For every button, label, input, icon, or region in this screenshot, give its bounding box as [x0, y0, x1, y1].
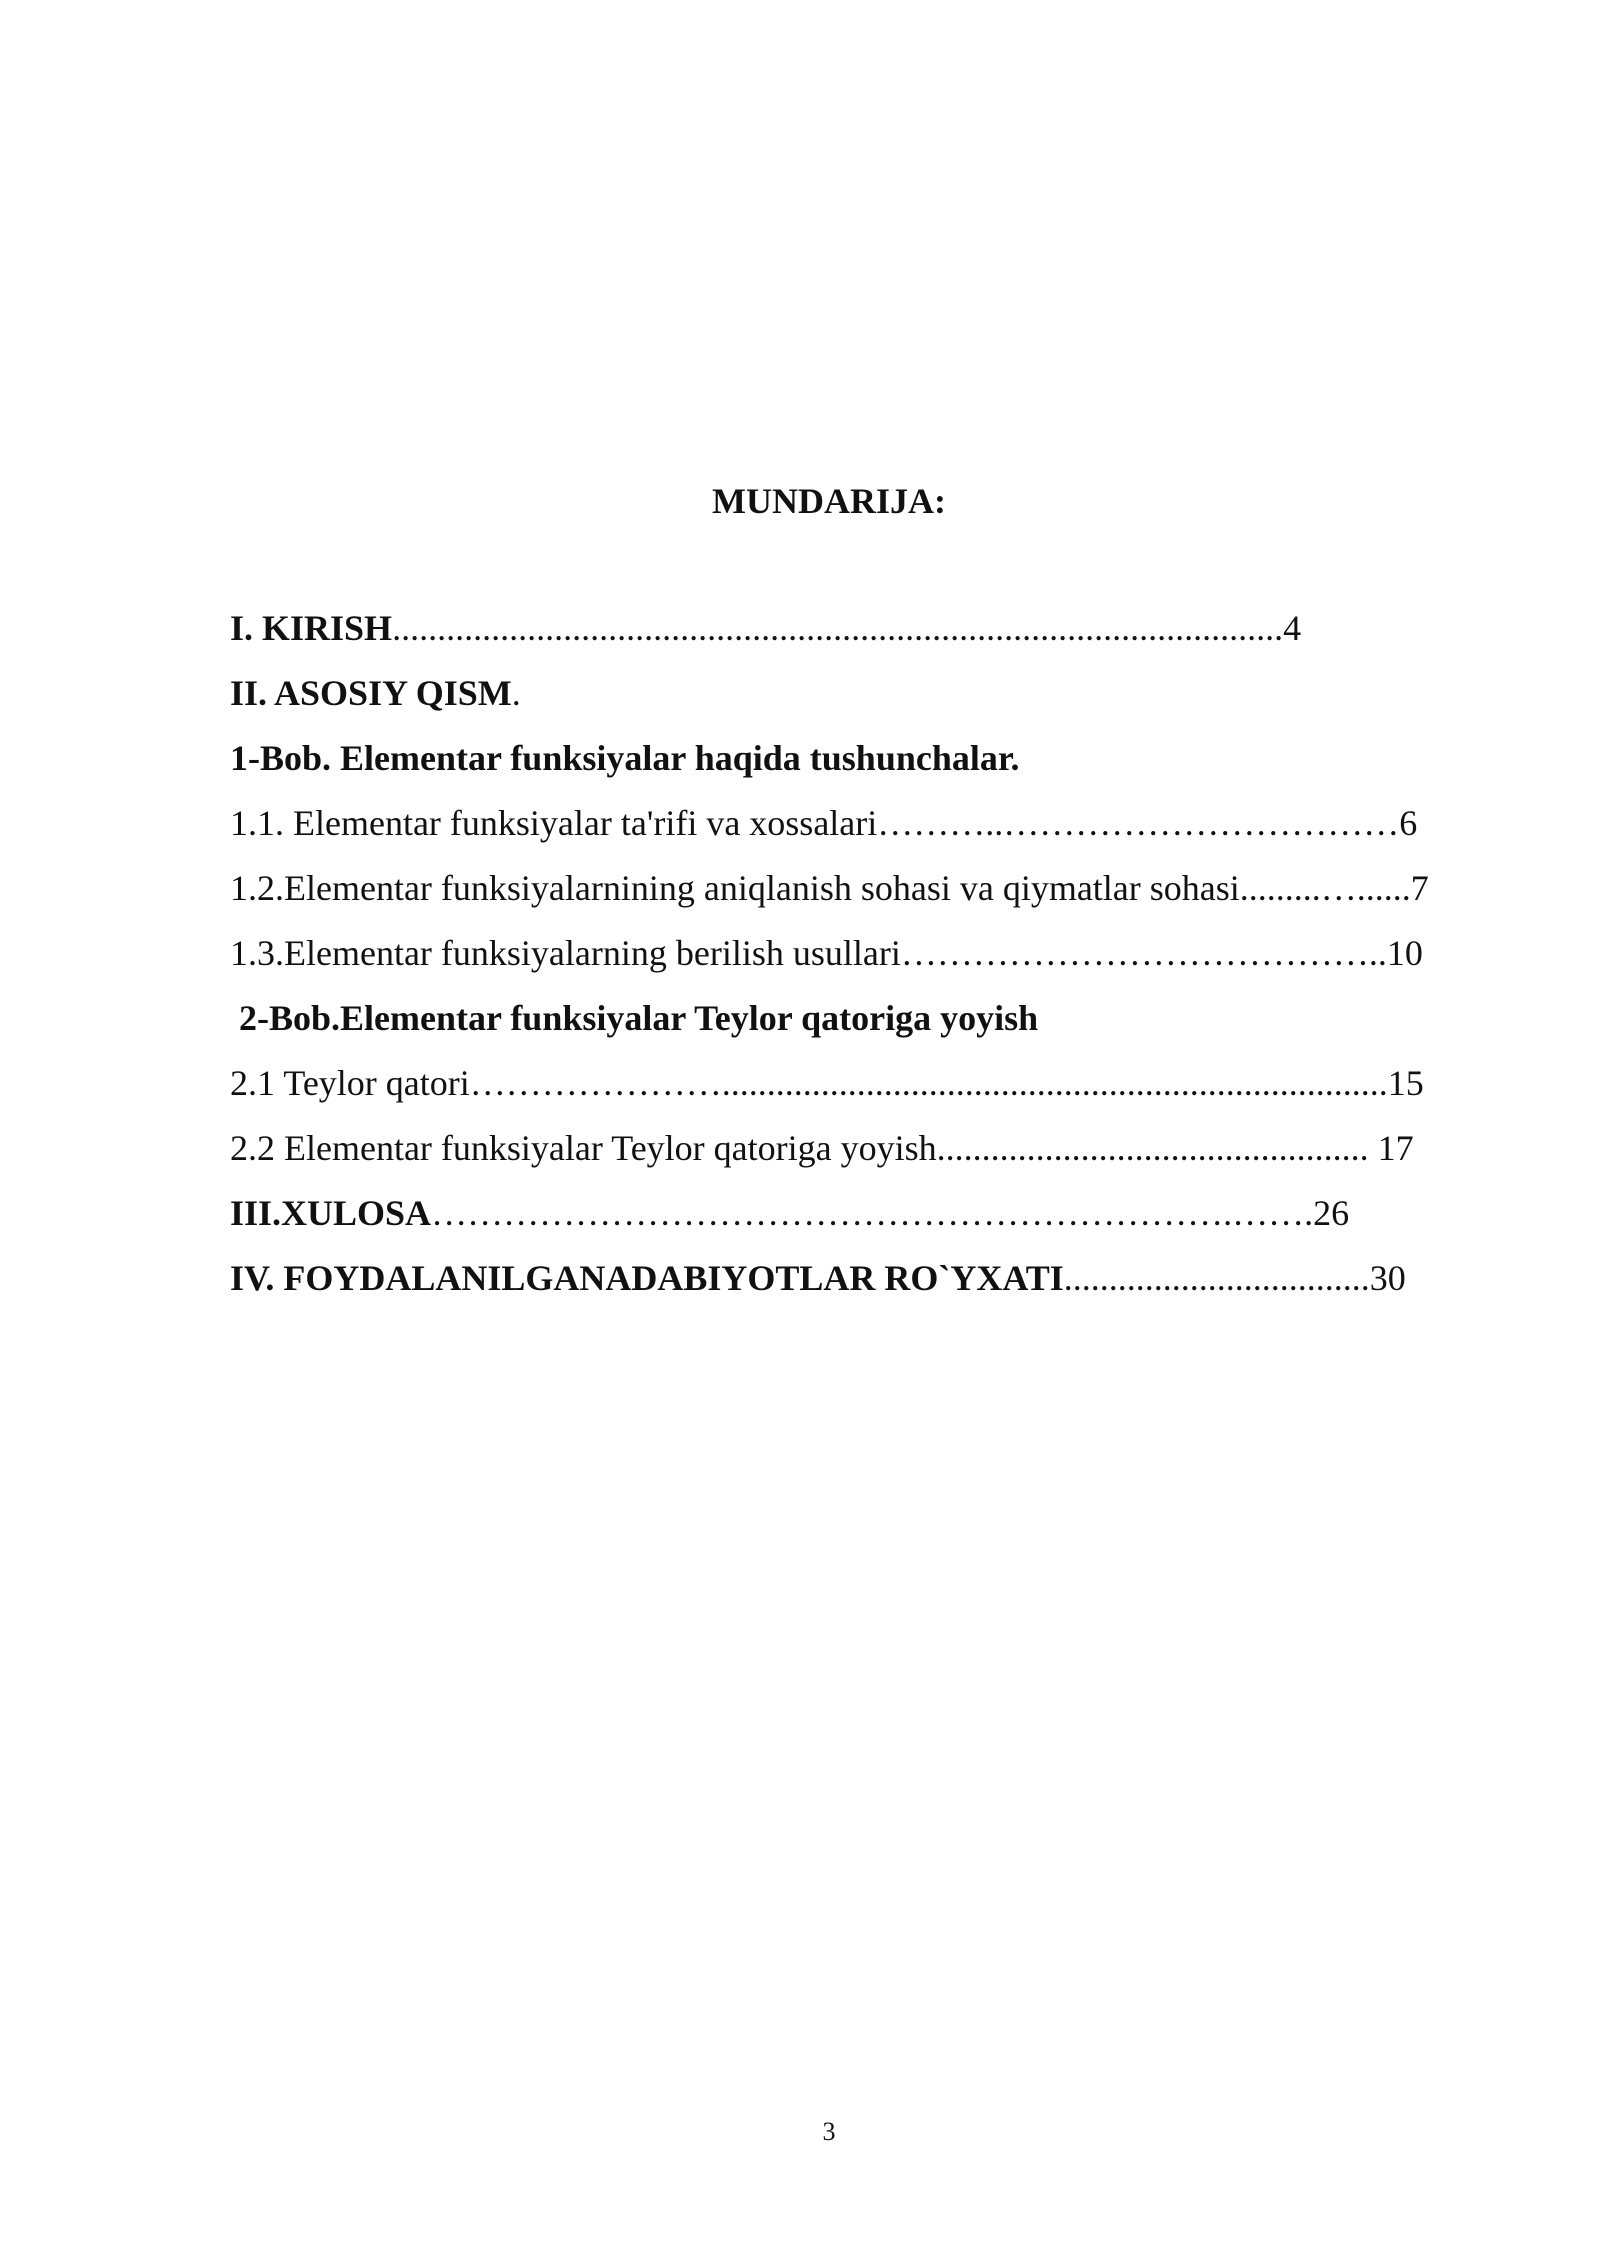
toc-entry-leader: .........…......	[1239, 868, 1411, 908]
toc-entry-1-3[interactable]	[230, 930, 1490, 995]
toc-entry-page: 17	[1368, 1128, 1414, 1168]
toc-entry-text: 1.3.Elementar funksiyalarning berilish usullari	[230, 933, 901, 973]
toc-entry-page: 15	[1387, 1063, 1424, 1103]
toc-entry-leader: ................................................	[936, 1128, 1369, 1168]
toc-entry-2-2[interactable]	[230, 1125, 1490, 1190]
toc-entry-tail: .	[511, 673, 521, 713]
toc-entry-xulosa[interactable]	[230, 1190, 1490, 1255]
table-of-contents	[230, 605, 1490, 1320]
toc-entry-text: 1-Bob. Elementar funksiyalar haqida tushunchalar.	[230, 738, 1020, 778]
toc-entry-text: 2.2 Elementar funksiyalar Teylor qatoriga yoyish	[230, 1128, 937, 1168]
toc-entry-leader: ………..……………………………	[877, 803, 1400, 843]
page-number: 3	[822, 2117, 836, 2146]
toc-entry-leader: ………………………………….	[900, 933, 1378, 973]
toc-entry-text: 1.1. Elementar funksiyalar ta'rifi va xossalari	[230, 803, 878, 843]
toc-title: MUNDARIJA:	[712, 481, 946, 521]
toc-entry-text: 2.1 Teylor qatori	[230, 1063, 470, 1103]
toc-entry-page: 6	[1399, 803, 1418, 843]
toc-entry-text: 2-Bob.Elementar funksiyalar Teylor qatoriga yoyish	[239, 998, 1039, 1038]
toc-entry-1-2[interactable]	[230, 865, 1490, 930]
toc-entry-text: IV. FOYDALANILGANADABIYOTLAR RO`YXATI	[230, 1258, 1064, 1298]
toc-entry-leader: ………………………………………………………….…….	[431, 1193, 1314, 1233]
toc-entry-text: 1.2.Elementar funksiyalarnining aniqlanish sohasi va qiymatlar sohasi	[230, 868, 1240, 908]
toc-entry-leader: ..................................	[1063, 1258, 1370, 1298]
toc-entry-chapter-1[interactable]	[230, 735, 1490, 800]
toc-entry-page: 26	[1313, 1193, 1350, 1233]
toc-entry-page: .10	[1377, 933, 1423, 973]
toc-entry-leader: ...................................................................................................	[392, 608, 1284, 648]
toc-entry-kirish[interactable]	[230, 605, 1490, 670]
toc-entry-page: 30	[1369, 1258, 1406, 1298]
toc-entry-leader: …………………..........................................................................	[469, 1063, 1388, 1103]
toc-entry-page: 4	[1283, 608, 1302, 648]
toc-entry-page: 7	[1410, 868, 1429, 908]
toc-entry-1-1[interactable]	[230, 800, 1490, 865]
toc-entry-chapter-2[interactable]	[230, 995, 1490, 1060]
toc-entry-adabiyotlar[interactable]	[230, 1255, 1490, 1320]
toc-entry-text: II. ASOSIY QISM	[230, 673, 512, 713]
toc-entry-asosiy-qism[interactable]	[230, 670, 1490, 735]
toc-entry-text: I. KIRISH	[230, 608, 393, 648]
toc-entry-2-1[interactable]	[230, 1060, 1490, 1125]
toc-entry-text: III.XULOSA	[230, 1193, 432, 1233]
